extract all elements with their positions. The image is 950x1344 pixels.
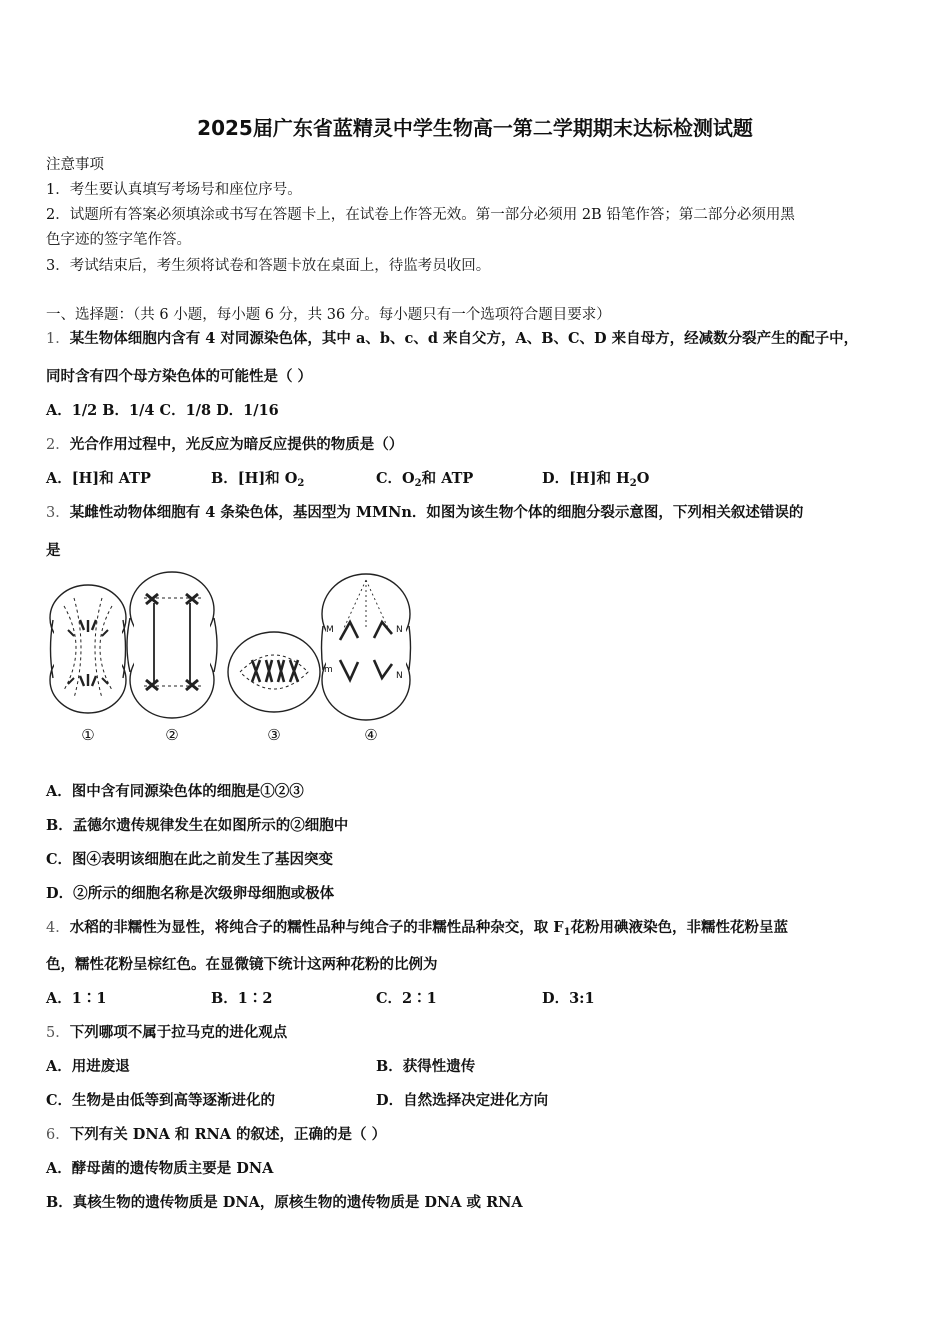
gene-label-M: M [326, 625, 334, 635]
question-text: 下列有关 DNA 和 RNA 的叙述，正确的是（ ） [69, 1126, 387, 1143]
question-number: 2． [46, 437, 70, 453]
option-b: B．[H]和 $O_2$ [211, 470, 305, 489]
page-title: 2025届广东省蓝精灵中学生物高一第二学期期末达标检测试题 [197, 116, 753, 140]
figure-label-2: ② [165, 726, 179, 744]
option-a: A．图中含有同源染色体的细胞是①②③ [46, 783, 304, 800]
question-number: 1． [46, 331, 70, 347]
section-heading: 一、选择题：（共 6 小题，每小题 6 分，共 36 分。每小题只有一个选项符合题目要求） [46, 307, 611, 323]
option-a: A．酵母菌的遗传物质主要是 DNA [46, 1160, 274, 1177]
question-text: 下列哪项不属于拉马克的进化观点 [69, 1024, 288, 1041]
cell-4-diagram [322, 574, 411, 720]
notice-item-2-cont: 色字迹的签字笔作答。 [46, 232, 191, 248]
question-text: 光合作用过程中，光反应为暗反应提供的物质是（） [69, 436, 404, 453]
notice-heading: 注意事项 [46, 157, 104, 173]
cell-1-diagram [50, 585, 126, 713]
option-b: B．真核生物的遗传物质是 DNA，原核生物的遗传物质是 DNA 或 RNA [46, 1194, 523, 1211]
question-1-options: A．1/2 B．1/4 C．1/8 D．1/16 [46, 402, 279, 419]
question-text: 某生物体细胞内含有 4 对同源染色体，其中 a、b、c、d 来自父方，A、B、C、D 来自母方，经减数分裂产生的配子中， [69, 330, 859, 347]
option-d: D．自然选择决定进化方向 [376, 1092, 549, 1109]
question-text: 某雌性动物体细胞有 4 条染色体，基因型为 MMNn．如图为该生物个体的细胞分裂示意图，下列相关叙述错误的 [69, 504, 804, 521]
question-1-cont: 同时含有四个母方染色体的可能性是（ ） [46, 368, 313, 385]
question-3-cont: 是 [46, 542, 61, 559]
question-number: 6． [46, 1127, 70, 1143]
figure-label-4: ④ [364, 726, 378, 744]
option-d: D．②所示的细胞名称是次级卵母细胞或极体 [46, 885, 335, 902]
option-b: B．1∶2 [211, 990, 273, 1007]
question-6 [46, 1123, 386, 1144]
notice-item-3: 3．考试结束后，考生须将试卷和答题卡放在桌面上，待监考员收回。 [46, 258, 491, 274]
question-1 [46, 327, 858, 348]
option-d: D．3:1 [542, 990, 595, 1007]
question-number: 5． [46, 1025, 70, 1041]
notice-item-2: 2．试题所有答案必须填涂或书写在答题卡上，在试卷上作答无效。第一部分必须用 2B 铅笔作答；第二部分必须用黑 [46, 207, 795, 223]
option-c: C．2∶1 [376, 990, 437, 1007]
option-a: A．1∶1 [46, 990, 107, 1007]
option-c: C．图④表明该细胞在此之前发生了基因突变 [46, 851, 334, 868]
question-4: 4．水稻的非糯性为显性，将纯合子的糯性品种与纯合子的非糯性品种杂交，取 $F_1$花粉用碘液染色，非糯性花粉呈蓝 [46, 919, 789, 938]
question-number: 3． [46, 505, 70, 521]
question-3 [46, 501, 803, 522]
cell-2-diagram [127, 572, 217, 718]
gene-label-N-lower: N [396, 671, 403, 681]
question-4-cont: 色，糯性花粉呈棕红色。在显微镜下统计这两种花粉的比例为 [46, 956, 438, 973]
notice-item-1: 1．考生要认真填写考场号和座位序号。 [46, 182, 302, 198]
question-2 [46, 433, 403, 454]
option-c: C．生物是由低等到高等逐渐进化的 [46, 1092, 276, 1109]
figure-label-3: ③ [267, 726, 281, 744]
option-b: B．孟德尔遗传规律发生在如图所示的②细胞中 [46, 817, 349, 834]
option-b: B．获得性遗传 [376, 1058, 476, 1075]
option-a: A．用进废退 [46, 1058, 130, 1075]
figure-label-1: ① [81, 726, 95, 744]
gene-label-m: m [324, 665, 333, 675]
cell-3-diagram [228, 632, 320, 712]
question-5 [46, 1021, 287, 1042]
option-c: C．$O_2$和 ATP [376, 470, 474, 489]
cell-division-figure [44, 568, 424, 748]
question-number: 4． [46, 920, 70, 936]
gene-label-N-upper: N [396, 625, 403, 635]
option-d: D．[H]和 $H_2O$ [542, 470, 650, 489]
option-a: A．[H]和 ATP [46, 470, 151, 487]
